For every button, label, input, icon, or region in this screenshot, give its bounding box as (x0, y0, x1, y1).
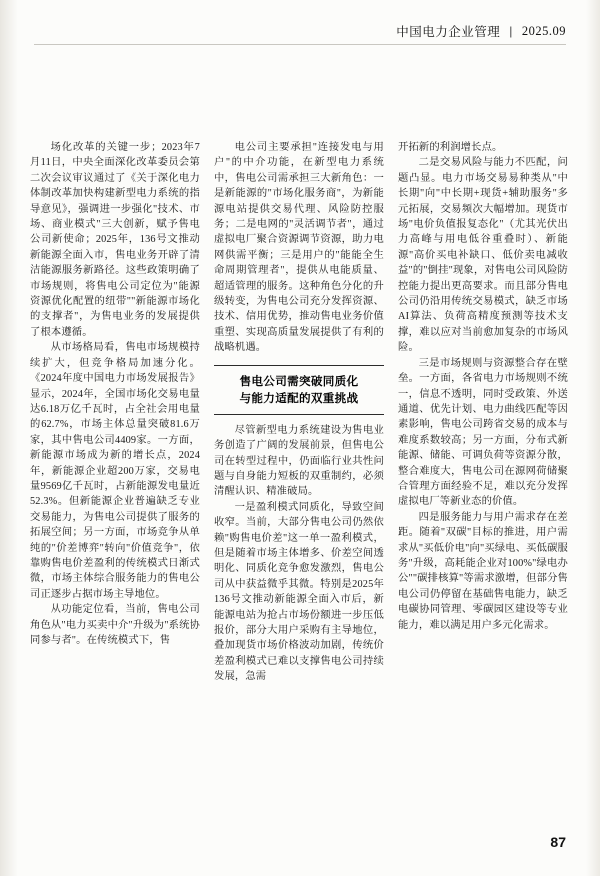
paragraph: 开拓新的利润增长点。 (398, 142, 503, 153)
column-right (398, 140, 568, 830)
paragraph: 从市场格局看，售电市场规模持续扩大，但竞争格局加速分化。《2024年度中国电力市场发展报告》显示，2024年，全国市场化交易电量达6.18万亿千瓦时，占全社会用电量的62.7%，市场主体总量突破81.6万家，其中售电公司4409家。一方面，新能源市场成为新的增长点，2024年，新能源企业超200万家，交易电量9569亿千瓦时，占新能源发电量近52.3%。但新能源企业普遍缺乏专业交易能力，为售电公司提供了服务的拓展空间；另一方面，市场竞争从单纯的"价差博弈"转向"价值竞争"，依靠购售电价差盈利的传统模式日渐式微，市场主体综合服务能力的售电公司正逐步占据市场主导地位。 (30, 342, 200, 600)
section-subheading: 售电公司需突破同质化 与能力适配的双重挑战 (214, 365, 384, 415)
publication-title: 中国电力企业管理 (396, 25, 501, 39)
column-middle (214, 140, 384, 830)
page-header (396, 22, 566, 40)
paragraph: 从功能定位看，当前，售电公司角色从"电力买卖中介"升级为"系统协同参与者"。在传统模式下，售 (30, 604, 200, 646)
article-body (30, 140, 570, 830)
header-separator: | (509, 24, 513, 38)
paragraph: 尽管新型电力系统建设为售电业务创造了广阔的发展前景，但售电公司在转型过程中，仍面临行业共性问题与自身能力短板的双重制约，必须清醒认识、精准破局。 (214, 424, 384, 498)
issue-date: 2025.09 (521, 23, 566, 38)
column-left (30, 140, 200, 830)
paragraph: 一是盈利模式同质化，导致空间收窄。当前，大部分售电公司仍然依赖"购售电价差"这一单一盈利模式，但是随着市场主体增多、价差空间透明化、同质化竞争愈发激烈，售电公司从中获益微乎其微。特别是2025年136号文推动新能源全面入市后，新能源电站为抢占市场份额进一步压低报价，部分大用户采购有主导地位，叠加现货市场价格波动加剧，传统价差盈利模式已难以支撑售电公司持续发展，急需 (214, 501, 384, 683)
paragraph: 三是市场规则与资源整合存在壁垒。一方面，各省电力市场规则不统一，信息不透明，同时受政策、外送通道、优先计划、电力曲线匹配等因素影响，售电公司跨省交易的成本与难度系数较高；另一方面，分布式新能源、储能、可调负荷等资源分散，整合难度大，售电公司在源网荷储聚合管理方面经验不足，难以充分发挥虚拟电厂等新业态的价值。 (398, 357, 568, 508)
paragraph: 电公司主要承担"连接发电与用户"的中介功能，在新型电力系统中，售电公司需承担三大新角色：一是新能源的"市场化服务商"，为新能源电站提供交易代理、风险防控服务；二是电网的"灵活调节者"，通过虚拟电厂聚合资源调节资源，助力电网供需平衡；三是用户的"能能全生命周期管理者"，提供从电能质量、超适管理的服务。这种角色分化的升级转变，为售电公司充分发挥资源、技术、信用优势，推动售电业务价值重塑、实现高质量发展提供了有利的战略机遇。 (214, 142, 384, 354)
paragraph: 场化改革的关键一步；2023年7月11日，中央全面深化改革委员会第二次会议审议通过了《关于深化电力体制改革加快构建新型电力系统的指导意见》，强调进一步强化"技术、市场、商业模式"三大创新，赋予售电公司新使命；2025年，136号文推动新能源全面入市，售电业务开辟了清洁能源服务新路径。这些政策明确了市场规则，将售电公司定位为"能源资源优化配置的纽带""新能源市场化的支撑者"，为售电业务的发展提供了根本遵循。 (30, 142, 200, 338)
paragraph: 四是服务能力与用户需求存在差距。随着"双碳"目标的推进，用户需求从"买低价电"向"买绿电、买低碳服务"升级，高耗能企业对100%"绿电办公""碳排核算"等需求激增，但部分售电公司仍停留在基础售电能力，缺乏电碳协同管理、零碳园区建设等专业能力，难以满足用户多元化需求。 (398, 511, 568, 631)
header-divider (34, 44, 566, 45)
page-number: 87 (550, 834, 566, 850)
paragraph: 二是交易风险与能力不匹配，问题凸显。电力市场交易易种类从"中长期"向"中长期+现货+辅助服务"多元拓展，交易频次大幅增加。现货市场"电价负值报复态化"（尤其光伏出力高峰与用电低谷重叠时）、新能源"高价买电补缺口、低价卖电减收益"的"倒挂"现象，对售电公司风险防控能力提出更高要求。而且部分售电公司仍沿用传统交易模式，缺乏市场AI算法、负荷高精度预测等技术支撑，难以应对当前愈加复杂的市场风险。 (398, 157, 568, 354)
